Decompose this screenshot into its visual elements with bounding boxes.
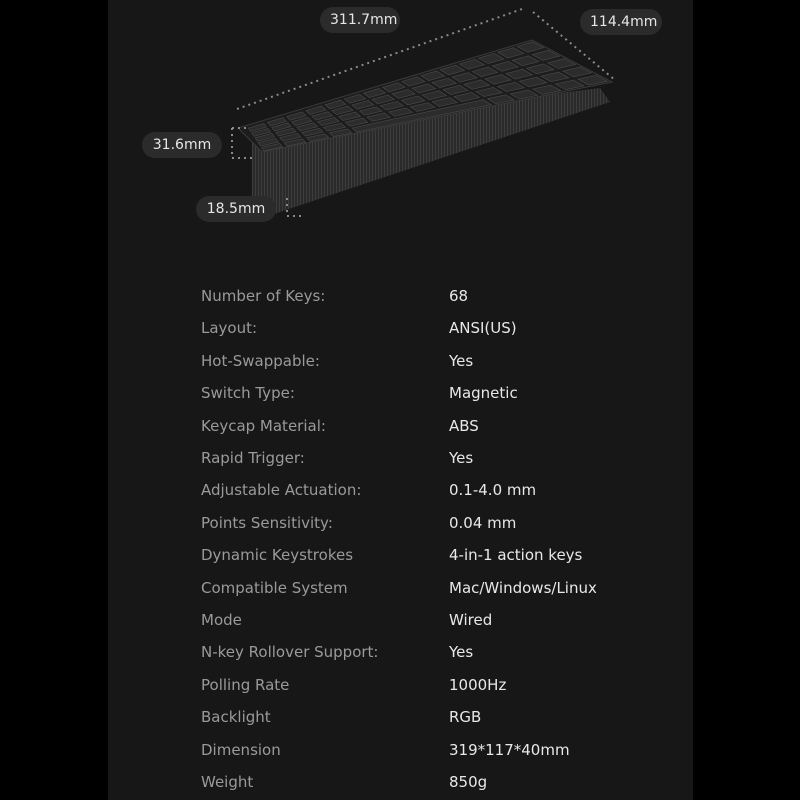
spec-row [0, 377, 800, 409]
spec-value: RGB [449, 708, 482, 727]
length-dimension-badge: 311.7mm [320, 7, 400, 33]
spec-value: Yes [449, 643, 474, 662]
spec-row [0, 345, 800, 377]
spec-row [0, 766, 800, 798]
spec-value: 1000Hz [449, 675, 507, 694]
spec-label: Number of Keys: [201, 287, 326, 305]
spec-row [0, 572, 800, 604]
spec-row [0, 507, 800, 539]
spec-value: 0.1-4.0 mm [449, 481, 537, 500]
spec-label: Dimension [201, 740, 281, 759]
spec-row [0, 410, 800, 442]
spec-label: Backlight [201, 708, 271, 727]
spec-value: 0.04 mm [449, 513, 517, 532]
spec-label: Polling Rate [201, 675, 290, 694]
spec-row [0, 701, 800, 733]
spec-label: Points Sensitivity: [201, 513, 333, 532]
height-back-dimension-badge: 31.6mm [142, 132, 222, 158]
keyboard-dimension-diagram [0, 0, 800, 260]
spec-label: Layout: [201, 319, 258, 338]
spec-row [0, 604, 800, 636]
spec-row [0, 669, 800, 701]
spec-value: 4-in-1 action keys [449, 546, 583, 565]
spec-value: 850g [449, 773, 488, 791]
spec-row [0, 539, 800, 571]
spec-label: Rapid Trigger: [201, 449, 305, 467]
spec-row [0, 312, 800, 344]
spec-value: Yes [449, 351, 474, 370]
spec-label: Keycap Material: [201, 416, 326, 435]
spec-value: Magnetic [449, 384, 518, 403]
spec-row [0, 474, 800, 506]
spec-row [0, 636, 800, 668]
spec-value: Wired [449, 611, 493, 629]
spec-row [0, 280, 800, 312]
keyboard-illustration [0, 0, 800, 260]
spec-value: ANSI(US) [449, 319, 517, 338]
spec-label: Weight [201, 773, 254, 791]
spec-label: Compatible System [201, 578, 348, 597]
spec-label: Adjustable Actuation: [201, 481, 362, 500]
width-dimension-badge: 114.4mm [580, 9, 662, 35]
spec-value: 319*117*40mm [449, 740, 570, 759]
spec-value: Yes [449, 449, 474, 467]
spec-value: ABS [449, 416, 479, 435]
height-front-dimension-badge: 18.5mm [196, 196, 276, 222]
spec-label: Mode [201, 611, 242, 629]
spec-row [0, 442, 800, 474]
spec-label: Hot-Swappable: [201, 351, 320, 370]
spec-row [0, 734, 800, 766]
spec-label: Switch Type: [201, 384, 295, 403]
spec-value: Mac/Windows/Linux [449, 578, 597, 597]
spec-value: 68 [449, 287, 469, 305]
spec-label: N-key Rollover Support: [201, 643, 379, 662]
spec-label: Dynamic Keystrokes [201, 546, 354, 565]
